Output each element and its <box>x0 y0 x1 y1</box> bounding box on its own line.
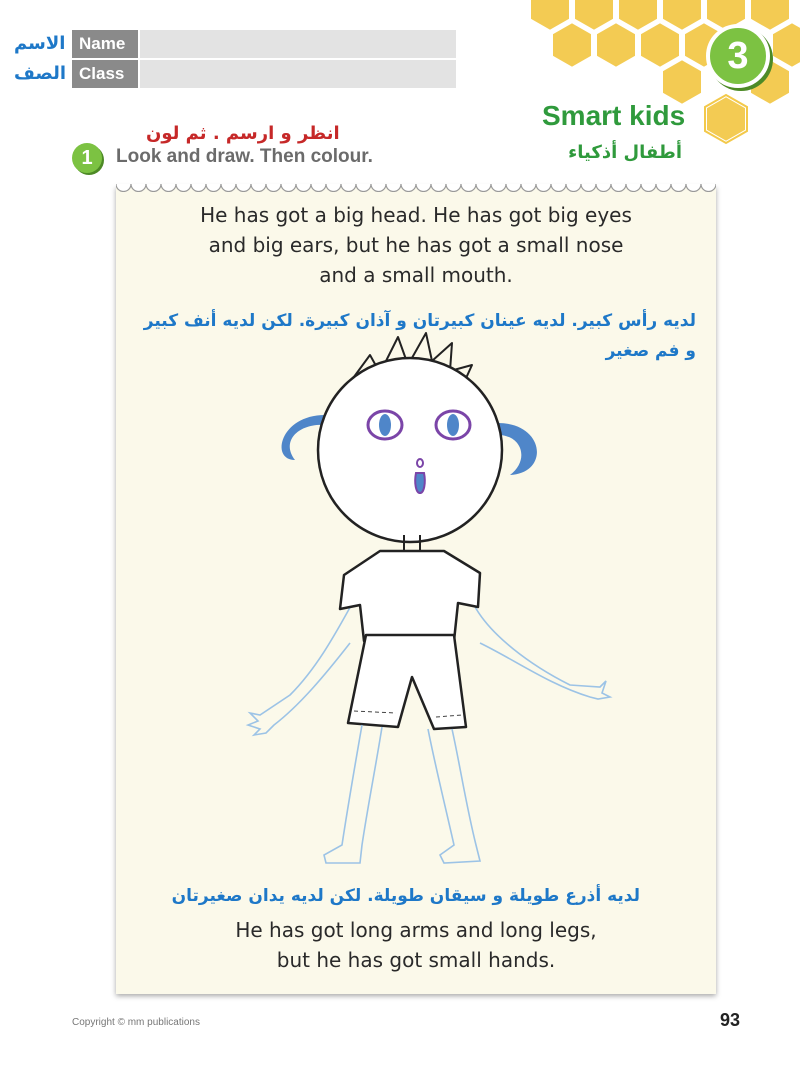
mouth <box>415 473 425 493</box>
unit-badge <box>706 24 770 88</box>
body-description-line-1: He has got long arms and long legs, <box>235 918 597 942</box>
page-number: 93 <box>720 1010 741 1030</box>
body-description-ar: لديه أذرع طويلة و سيقان طويلة. لكن لديه يدان صغيرتان <box>171 886 640 906</box>
description-ar-line-2: و فم صغير <box>605 341 696 361</box>
unit-number: 3 <box>727 35 749 77</box>
name-field[interactable] <box>140 30 456 58</box>
right-arm <box>474 605 610 699</box>
shorts <box>348 635 466 729</box>
body-description-line-2: but he has got small hands. <box>276 948 556 972</box>
head <box>318 358 502 542</box>
shirt <box>340 551 480 641</box>
description-line-1: He has got a big head. He has got big eyes <box>200 203 632 227</box>
left-leg <box>324 725 382 863</box>
unit-title: Smart kids <box>542 100 686 131</box>
description-line-3: and a small mouth. <box>319 263 513 287</box>
name-label: Name <box>72 30 138 58</box>
character-drawing <box>230 325 630 885</box>
description-ar-line-1: لديه رأس كبير. لديه عينان كبيرتان و آذان كبيرة. لكن لديه أنف كبير <box>143 311 696 331</box>
instruction-ar: انظر و ارسم . ثم لون <box>146 123 340 144</box>
right-ear-shape <box>498 423 537 475</box>
class-field[interactable] <box>140 60 456 88</box>
left-arm <box>248 593 358 735</box>
instruction: Look and draw. Then colour. <box>116 146 373 167</box>
name-label-ar: الاسم <box>14 33 66 54</box>
right-leg <box>428 729 480 863</box>
description-line-2: and big ears, but he has got a small nose <box>208 233 624 257</box>
card-scallop-edge <box>116 176 716 192</box>
exercise-number: 1 <box>72 143 102 173</box>
class-label: Class <box>72 60 138 88</box>
unit-title-ar: أطفال أذكياء <box>568 142 682 163</box>
copyright: Copyright © mm publications <box>72 1017 200 1028</box>
class-label-ar: الصف <box>14 63 67 84</box>
